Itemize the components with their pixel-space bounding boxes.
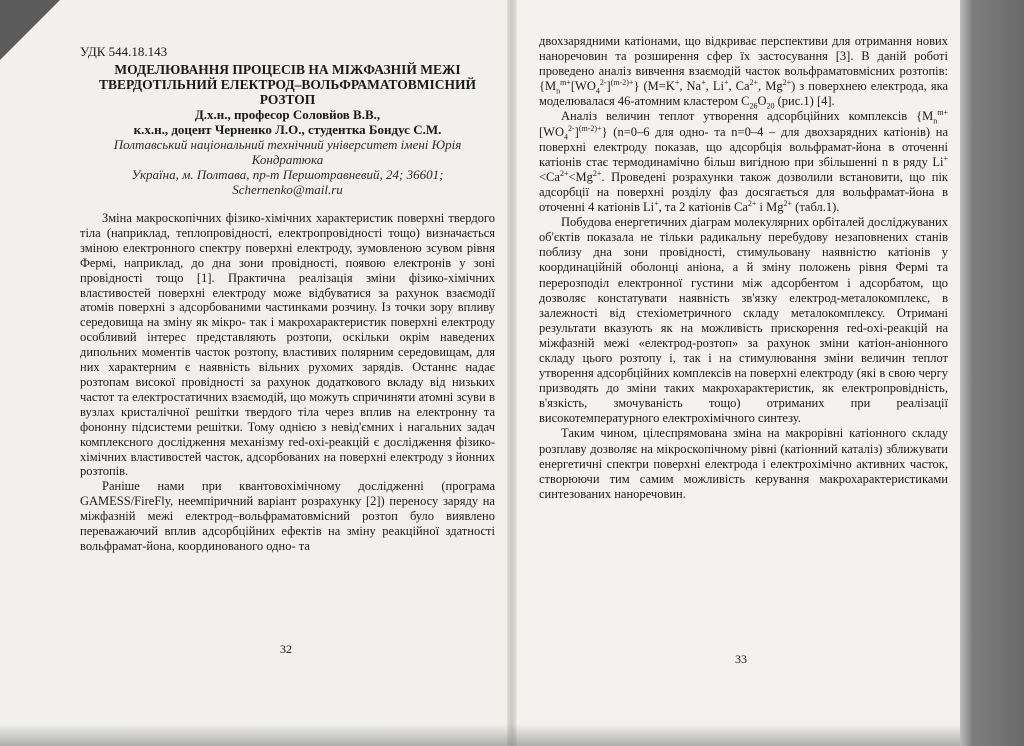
right-page [513,0,960,746]
page-number-left: 32 [280,642,292,656]
article-title: МОДЕЛЮВАННЯ ПРОЦЕСІВ НА МІЖФАЗНІЙ МЕЖІ ТВЕРДОТІЛЬНИЙ ЕЛЕКТРОД–ВОЛЬФРАМАТОВМІСНИЙ РОЗТОП [98,62,476,107]
author-line-2: к.х.н., доцент Черненко Л.О., студентка Бондус С.М. [133,122,442,137]
page-number-right: 33 [735,652,747,666]
scan-corner-shadow [0,0,60,60]
body-paragraph-5: Побудова енергетичних діаграм молекулярних орбіталей досліджуваних об'єктів показала не тільки радикальну перебудову незаповнених станів поблизу дна зони провідності, стимульовану наявністю катіонів у координаційній оболонці аніона, а й зміну положень рівня Фермі та перерозподіл електронної густини між адсорбентом і адсорбатом, що дозволяє констатувати наявність зв'язку електрод-металокомплекс, в залежності від стехіометричного складу металокомплексу. Отримані результати вказують як на можливість прискорення red-oxi-реакцій на міжфазній межі «електрод-розтоп» за рахунок зміни катіон-аніонного складу цього розтопу і, так і на стимулювання зміни величин теплот утворення адсорбційних комплексів на поверхні електроду (які в свою чергу призводять до зміни таких макрохарактеристик, як електропровідність, в'язкість, змочуваність тощо) отриманих при реалізації високотемпературного електрохімічного синтезу. [539,215,948,426]
body-paragraph-2: Раніше нами при квантовохімічному дослідженні (програма GAMESS/FireFly, неемпіричний варіант розрахунку [2]) переносу заряду на міжфазній межі електрод–вольфраматовмісний розтоп було виявлено переважаючий вплив адсорбційних ефектів на зміну реакційної здатності вольфрамат-йона, координованого одно- та [80,479,495,553]
body-paragraph-3: двохзарядними катіонами, що відкриває перспективи для отримання нових наноречовин та розширення сфер їх застосування [3]. В даній роботі проведено аналіз вивчення взаємодій часток вольфраматовмісних розтопів: $\{M_n^{m+}[WO_4^{2-}]^{(m-2)+}\}$ (M=K+, Na+, Li+, $Ca^{2+}$, $Mg^{2+}$) з поверхнею електрода, яка моделювалася 46-атомним кластером $C_{26}O_{20}$ (рис.1) [4]. [539,34,948,111]
affiliation-line-1: Полтавський національний технічний університет імені Юрія Кондратюка [113,137,462,167]
body-paragraph-6: Таким чином, цілеспрямована зміна на макрорівні катіонного складу розплаву дозволяє на мікроскопічному рівні (катіонний каталіз) зближувати енергетичні спектри поверхні електрода і електрохімічно активних часток, створюючи тим самим можливість керування макрохарактеристиками синтезованих наноречовин. [539,426,948,501]
affiliation-email: Schernenko@mail.ru [232,182,343,197]
affiliation-line-2: Україна, м. Полтава, пр-т Першотравневий, 24; 36601; [131,167,444,182]
scan-right-edge [960,0,1024,746]
udk-code: УДК 544.18.143 [80,44,168,59]
body-paragraph-4: Аналіз величин теплот утворення адсорбційних комплексів $\{M_n^{m+}[WO_4^{2-}]^{(m-2)+}\}$ (n=0–6 для одно- та n=0–4 – для двохзарядних катіонів) на поверхні електроду показав, що адсорбція вольфрамат-йона в оточенні катіонів стає термодинамічно більш вигідною при збільшенні n в ряду $Li^+<Ca^{2+}<Mg^{2+}$. Проведені розрахунки також дозволили встановити, що пік адсорбції на поверхні розділу фаз досягається для вольфрамат-йона в оточенні 4 катіонів Li+, та 2 катіонів $Ca^{2+}$ і $Mg^{2+}$ (табл.1). [539,108,948,215]
author-line-1: Д.х.н., професор Соловйов В.В., [194,107,381,122]
book-gutter [507,0,517,746]
body-paragraph-1: Зміна макроскопічних фізико-хімічних характеристик поверхні твердого тіла (наприклад, теплопровідності, електропровідності тощо) визначається зміною електронного спектру поверхні електроду, зумовленою зсувом рівня Фермі, наприклад, до дна зони провідності, появою електронів у зоні провідності тощо [1]. Практична реалізація зміни фізико-хімічних властивостей поверхні електроду може відбуватися за рахунок взаємодії атомів поверхні з адсорбованими частинками розчину. Із точки зору впливу середовища на зміну як мікро- так і макрохарактеристик поверхні електроду особливий інтерес представляють розтопи, оскільки окрім наведених дипольних моментів часток розтопу, властивих полярним середовищам, для них характерним є наявність вільних рухомих зарядів. Останнє надає розтопам високої провідності за рахунок додаткового вкладу від низьких частот та електростатичних взаємодій, що можуть спричиняти атомні зсуви в вузлах кристалічної решітки твердого тіла через вплив на електронну та фононну підсистеми решітки. Тому однією з невід'ємних і нагальних задач комплексного дослідження механізму red-oxi-реакцій є дослідження фізико-хімічних властивостей часток, адсорбованих на поверхні електроду з йонних розтопів. [80,211,495,479]
scan-bottom-shadow [0,724,960,746]
